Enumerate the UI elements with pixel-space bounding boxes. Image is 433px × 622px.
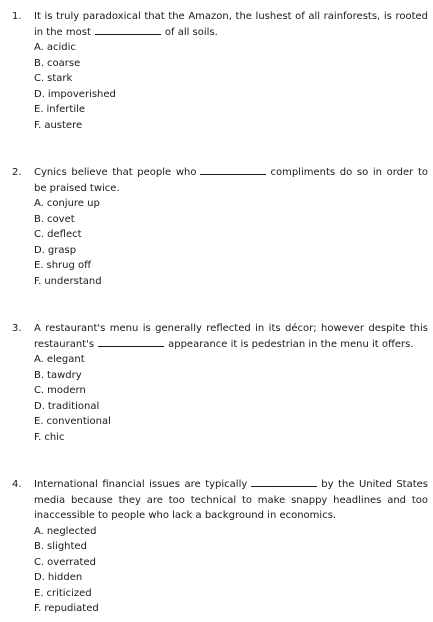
option-c[interactable] <box>34 71 428 87</box>
option-text: repudiated <box>44 603 99 615</box>
option-a[interactable] <box>34 196 428 212</box>
question-number: 1. <box>12 11 22 22</box>
option-text: grasp <box>47 244 77 256</box>
option-text: traditional <box>47 400 100 412</box>
option-e[interactable] <box>34 414 428 430</box>
option-letter: C. <box>34 556 45 568</box>
question-number: 4. <box>12 479 22 490</box>
option-text: shrug off <box>46 260 92 272</box>
option-letter: B. <box>34 213 45 225</box>
option-c[interactable] <box>34 383 428 399</box>
option-letter: F. <box>34 431 42 443</box>
answer-blank <box>200 165 266 175</box>
option-text: deflect <box>47 229 82 241</box>
option-f[interactable] <box>34 601 428 617</box>
option-text: infertile <box>46 104 86 116</box>
question-stem <box>12 321 428 352</box>
answer-options <box>12 196 428 290</box>
option-text: conventional <box>46 416 111 428</box>
option-letter: B. <box>34 369 45 381</box>
question-1 <box>12 9 428 134</box>
option-a[interactable] <box>34 524 428 540</box>
stem-after-blank: compliments do so in order to be praised twice. <box>34 167 428 194</box>
option-e[interactable] <box>34 258 428 274</box>
option-letter: E. <box>34 587 44 599</box>
option-d[interactable] <box>34 243 428 259</box>
option-letter: F. <box>34 119 42 131</box>
stem-before-blank: Cynics believe that people who <box>34 167 197 178</box>
option-text: conjure up <box>46 198 100 209</box>
option-letter: A. <box>34 42 44 53</box>
option-b[interactable] <box>34 368 428 384</box>
option-text: tawdry <box>47 369 82 381</box>
option-text: understand <box>44 275 102 287</box>
question-number: 3. <box>12 323 22 334</box>
question-stem <box>12 9 428 40</box>
question-text <box>34 477 428 524</box>
option-letter: D. <box>34 244 45 256</box>
option-letter: C. <box>34 229 45 241</box>
option-text: coarse <box>47 57 81 69</box>
option-c[interactable] <box>34 555 428 571</box>
option-text: chic <box>44 431 65 443</box>
option-letter: A. <box>34 525 44 537</box>
question-text <box>34 321 428 352</box>
stem-before-blank: International financial issues are typically <box>34 479 248 490</box>
option-text: austere <box>44 119 83 131</box>
question-4 <box>12 477 428 617</box>
answer-blank <box>95 25 161 35</box>
stem-after-blank: by the United States media because they are too technical to make snappy headlines and too inaccessible to people who lack a background in economics. <box>34 479 428 521</box>
option-f[interactable] <box>34 118 428 134</box>
option-b[interactable] <box>34 212 428 228</box>
option-b[interactable] <box>34 539 428 555</box>
option-letter: F. <box>34 603 42 615</box>
option-letter: C. <box>34 385 45 397</box>
option-d[interactable] <box>34 570 428 586</box>
option-letter: A. <box>34 198 44 209</box>
option-text: hidden <box>47 572 83 584</box>
option-b[interactable] <box>34 56 428 72</box>
option-letter: B. <box>34 541 45 553</box>
option-f[interactable] <box>34 274 428 290</box>
question-stem <box>12 477 428 524</box>
option-e[interactable] <box>34 102 428 118</box>
option-text: neglected <box>46 525 97 537</box>
option-letter: E. <box>34 104 44 116</box>
option-letter: A. <box>34 354 44 365</box>
question-2 <box>12 165 428 290</box>
option-d[interactable] <box>34 87 428 103</box>
option-text: overrated <box>47 556 96 568</box>
option-a[interactable] <box>34 40 428 56</box>
question-number: 2. <box>12 167 22 178</box>
option-f[interactable] <box>34 430 428 446</box>
option-letter: D. <box>34 572 45 584</box>
option-text: impoverished <box>47 88 116 100</box>
question-text <box>34 165 428 196</box>
stem-before-blank: It is truly paradoxical that the Amazon, the lushest of all rainforests, is rooted in the most <box>34 11 428 38</box>
answer-blank <box>251 477 317 487</box>
option-text: covet <box>47 213 75 225</box>
option-letter: D. <box>34 88 45 100</box>
option-letter: F. <box>34 275 42 287</box>
answer-options <box>12 352 428 446</box>
stem-before-blank: A restaurant's menu is generally reflected in its décor; however despite this restaurant's <box>34 323 428 350</box>
question-text <box>34 9 428 40</box>
answer-blank <box>98 337 164 347</box>
option-letter: B. <box>34 57 45 69</box>
stem-after-blank: of all soils. <box>164 26 218 38</box>
answer-options <box>12 40 428 134</box>
option-text: criticized <box>46 587 92 599</box>
stem-after-blank: appearance it is pedestrian in the menu it offers. <box>168 338 414 350</box>
option-text: elegant <box>46 354 85 365</box>
option-letter: C. <box>34 73 45 85</box>
option-c[interactable] <box>34 227 428 243</box>
option-a[interactable] <box>34 352 428 368</box>
option-letter: E. <box>34 416 44 428</box>
option-d[interactable] <box>34 399 428 415</box>
option-text: stark <box>47 73 73 85</box>
question-stem <box>12 165 428 196</box>
option-text: slighted <box>47 541 87 553</box>
option-letter: E. <box>34 260 44 272</box>
option-text: acidic <box>46 42 76 53</box>
option-e[interactable] <box>34 586 428 602</box>
answer-options <box>12 524 428 618</box>
option-letter: D. <box>34 400 45 412</box>
question-3 <box>12 321 428 446</box>
option-text: modern <box>47 385 86 397</box>
